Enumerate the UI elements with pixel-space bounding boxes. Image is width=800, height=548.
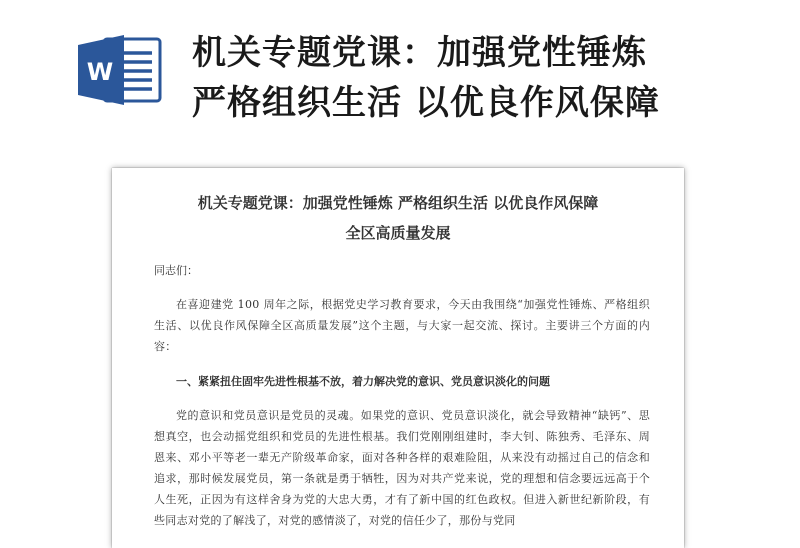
- document-title-line1: 机关专题党课：加强党性锤炼 严格组织生活 以优良作风保障: [197, 194, 599, 212]
- paragraph-intro: 在喜迎建党 100 周年之际，根据党史学习教育要求，今天由我围绕“加强党性锤炼、严格组织生活、以优良作风保障全区高质量发展”这个主题，与大家一起交流、探讨。主要讲三个方面的内容：: [154, 298, 650, 353]
- word-letter: W: [86, 58, 114, 86]
- document-page-preview: [112, 168, 684, 548]
- paragraph-section-1: 党的意识和党员意识是党员的灵魂。如果党的意识、党员意识淡化，就会导致精神“缺钙”、思想真空，也会动摇党组织和党员的先进性根基。我们党刚刚组建时，李大钊、陈独秀、毛泽东、周恩来、邓小平等老一辈无产阶级革命家，面对各种各样的艰难险阻，从来没有动摇过自己的信念和追求，那时候发展党员，第一条就是勇于牺牲，因为对共产党来说，党的理想和信念要远远高于个人生死，正因为有这样舍身为党的大忠大勇，才有了新中国的红色政权。但进入新世纪新阶段，有些同志对党的了解浅了，对党的感情淡了，对党的信任少了，那份与党同: [154, 409, 650, 527]
- word-document-icon: [76, 33, 164, 107]
- document-title: [146, 188, 650, 248]
- header-title-line2: 严格组织生活 以优良作风保障: [192, 83, 660, 123]
- header-title: [192, 28, 782, 128]
- document-title-line2: 全区高质量发展: [345, 224, 451, 242]
- header-title-line1: 机关专题党课：加强党性锤炼: [192, 33, 647, 73]
- section-heading-1: 一、紧紧扭住固牢先进性根基不放，着力解决党的意识、党员意识淡化的问题: [176, 375, 550, 388]
- greeting: 同志们：: [154, 264, 198, 277]
